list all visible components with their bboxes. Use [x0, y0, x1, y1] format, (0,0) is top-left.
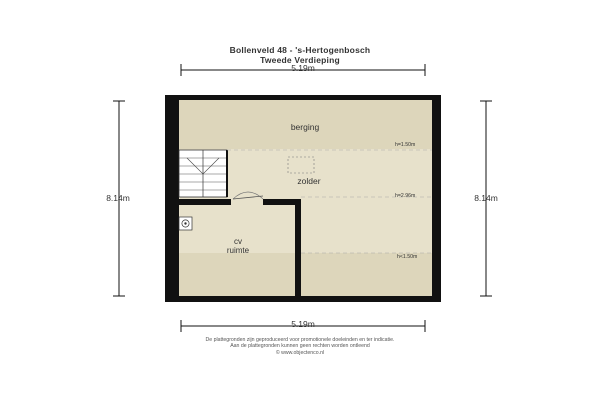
room-label-berging: berging [290, 122, 320, 132]
cv-door-opening [231, 199, 263, 205]
plan-title-floor: Tweede Verdieping [260, 55, 340, 65]
plan-title-address: Bollenveld 48 - 's-Hertogenbosch [229, 45, 371, 55]
dimension-width-top: 5.19m [291, 63, 315, 73]
footer-line-2: Aan de plattegronden kunnen geen rechten worden ontleend [230, 343, 370, 350]
dimension-height-left: 8.14m [106, 193, 130, 203]
room-label-cv: cv [234, 237, 242, 246]
height-mark-top: h=1.50m [395, 142, 416, 148]
dimension-height-right: 8.14m [474, 193, 498, 203]
height-mark-middle: h=2.96m [395, 193, 416, 199]
staircase [179, 150, 227, 197]
footer-disclaimer [0, 337, 600, 356]
footer-line-3: © www.objectenco.nl [275, 349, 325, 356]
height-mark-bottom: h<1.50m [397, 254, 418, 260]
cv-boiler [179, 217, 192, 230]
room-label-ruimte: ruimte [226, 246, 250, 255]
cv-room-floor-low [179, 253, 295, 296]
footer-line-1: De plattegronden zijn geproduceerd voor promotionele doeleinden en ter indicatie. [205, 337, 395, 343]
room-label-zolder: zolder [297, 176, 321, 186]
dimension-width-bottom: 5.19m [291, 319, 315, 329]
